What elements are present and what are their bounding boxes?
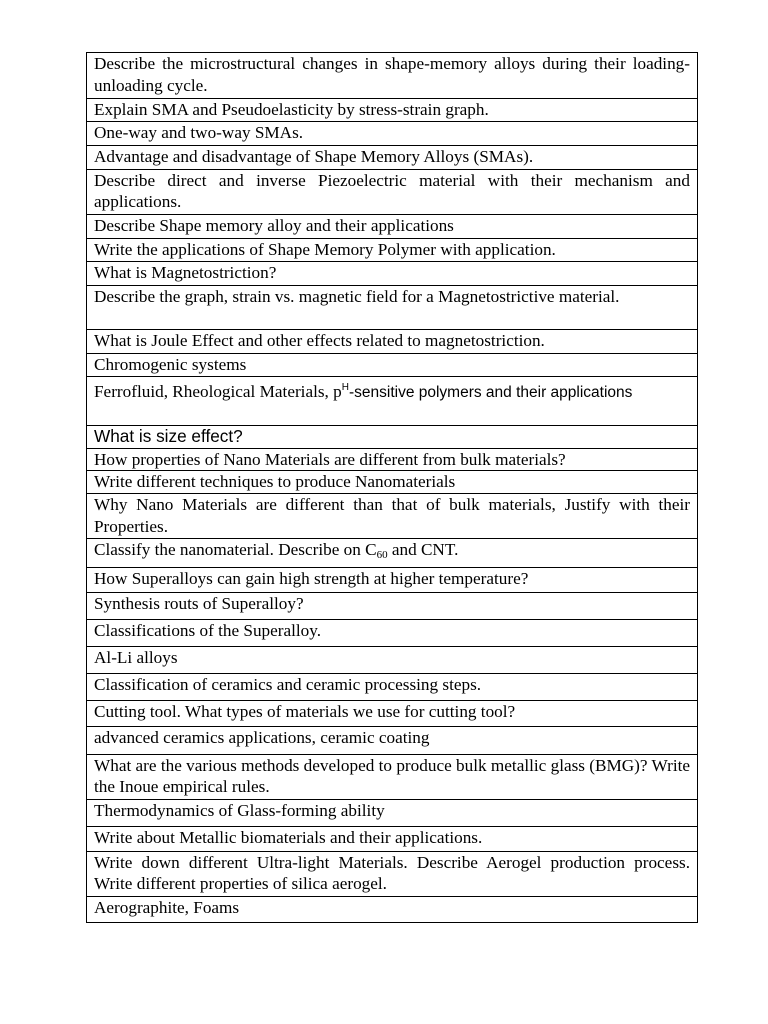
question-cell: What are the various methods developed to produce bulk metallic glass (BMG)? Write the Inoue empirical rules. [87,754,698,799]
question-cell: Describe the graph, strain vs. magnetic field for a Magnetostrictive material. [87,285,698,329]
question-cell: Advantage and disadvantage of Shape Memory Alloys (SMAs). [87,145,698,169]
question-cell [87,539,698,568]
table-row [87,53,698,99]
table-row [87,673,698,700]
table-row [87,726,698,754]
table-row [87,261,698,285]
question-text: and CNT. [387,540,459,559]
table-row [87,851,698,896]
question-cell: Cutting tool. What types of materials we use for cutting tool? [87,700,698,726]
question-cell: What is Joule Effect and other effects related to magnetostriction. [87,329,698,353]
question-cell: Describe direct and inverse Piezoelectric material with their mechanism and applications. [87,169,698,214]
table-row [87,214,698,238]
question-cell [87,376,698,425]
question-cell: Aerographite, Foams [87,896,698,922]
table-row [87,99,698,122]
table-row [87,471,698,494]
question-cell: Explain SMA and Pseudoelasticity by stress-strain graph. [87,99,698,122]
question-cell: Write down different Ultra-light Materials. Describe Aerogel production process. Write different properties of silica aerogel. [87,851,698,896]
table-row [87,754,698,799]
question-cell: Classifications of the Superalloy. [87,619,698,646]
table-row [87,425,698,448]
table-row [87,539,698,568]
question-cell: How Superalloys can gain high strength at higher temperature? [87,567,698,592]
question-cell: Why Nano Materials are different than that of bulk materials, Justify with their Properties. [87,494,698,539]
question-cell: Al-Li alloys [87,646,698,673]
question-cell: Write about Metallic biomaterials and their applications. [87,826,698,851]
question-table [86,52,698,923]
table-row [87,145,698,169]
table-row [87,121,698,145]
table-row [87,896,698,922]
question-cell: Write different techniques to produce Nanomaterials [87,471,698,494]
table-row [87,826,698,851]
question-cell: advanced ceramics applications, ceramic coating [87,726,698,754]
question-cell: Classification of ceramics and ceramic processing steps. [87,673,698,700]
table-row [87,376,698,425]
table-row [87,448,698,471]
question-cell: What is size effect? [87,425,698,448]
question-text: Classify the nanomaterial. Describe on C [94,540,377,559]
superscript-text: H [341,381,349,393]
question-cell: What is Magnetostriction? [87,261,698,285]
table-row [87,285,698,329]
question-cell: Describe the microstructural changes in shape-memory alloys during their loading-unloading cycle. [87,53,698,99]
table-row [87,169,698,214]
table-row [87,329,698,353]
question-cell: Describe Shape memory alloy and their applications [87,214,698,238]
question-cell: Write the applications of Shape Memory Polymer with application. [87,238,698,261]
question-cell: Chromogenic systems [87,353,698,376]
table-row [87,567,698,592]
question-cell: How properties of Nano Materials are different from bulk materials? [87,448,698,471]
question-cell: Synthesis routs of Superalloy? [87,592,698,619]
table-row [87,494,698,539]
question-cell: Thermodynamics of Glass-forming ability [87,799,698,826]
question-text: -sensitive polymers and their applications [348,383,633,401]
table-row [87,799,698,826]
table-row [87,619,698,646]
subscript-text: 60 [376,549,388,561]
table-row [87,592,698,619]
table-row [87,238,698,261]
table-row [87,646,698,673]
table-row [87,700,698,726]
table-row [87,353,698,376]
question-cell: One-way and two-way SMAs. [87,121,698,145]
question-text: Ferrofluid, Rheological Materials, p [94,381,342,401]
